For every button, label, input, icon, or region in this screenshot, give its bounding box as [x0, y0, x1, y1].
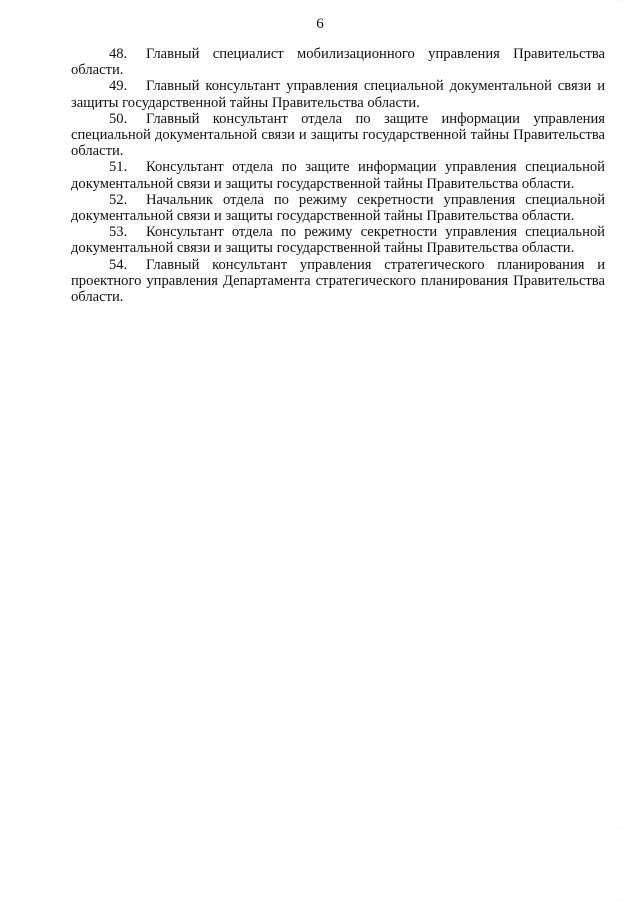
list-item — [71, 257, 605, 306]
page-number: 6 — [316, 16, 324, 32]
item-number: 50. — [109, 110, 128, 127]
item-number: 49. — [109, 78, 128, 95]
item-text: Главный специалист мобилизационного управления Правительства области. — [71, 46, 605, 79]
item-number: 52. — [109, 191, 128, 208]
list-item — [71, 159, 605, 191]
item-number: 48. — [109, 46, 128, 62]
item-number: 51. — [109, 159, 128, 176]
item-list — [71, 46, 605, 305]
list-item — [71, 78, 605, 110]
item-text: Главный консультант отдела по защите информации управления специальной документальной связи и защиты государственной тайны Правительства области. — [71, 110, 605, 160]
scan-artifact-mark: · · · — [610, 0, 624, 3]
item-number: 54. — [109, 256, 128, 273]
scan-artifact-mark: · · · — [610, 900, 624, 903]
scan-artifact-mark: · · · — [610, 828, 624, 831]
item-text: Главный консультант управления стратегического планирования и проектного управления Департамента стратегического планирования Правительства области. — [71, 256, 605, 306]
item-text: Начальник отдела по режиму секретности управления специальной документальной связи и защиты государственной тайны Правительства области. — [71, 191, 605, 225]
list-item — [71, 224, 605, 256]
list-item — [71, 46, 605, 78]
list-item — [71, 111, 605, 160]
item-text: Консультант отдела по режиму секретности управления специальной документальной связи и защиты государственной тайны Правительства области. — [71, 224, 605, 257]
item-text: Главный консультант управления специальной документальной связи и защиты государственной тайны Правительства области. — [71, 78, 605, 111]
item-text: Консультант отдела по защите информации управления специальной документальной связи и защиты государственной тайны Правительства области. — [71, 159, 605, 192]
item-number: 53. — [109, 224, 128, 241]
list-item — [71, 192, 605, 224]
